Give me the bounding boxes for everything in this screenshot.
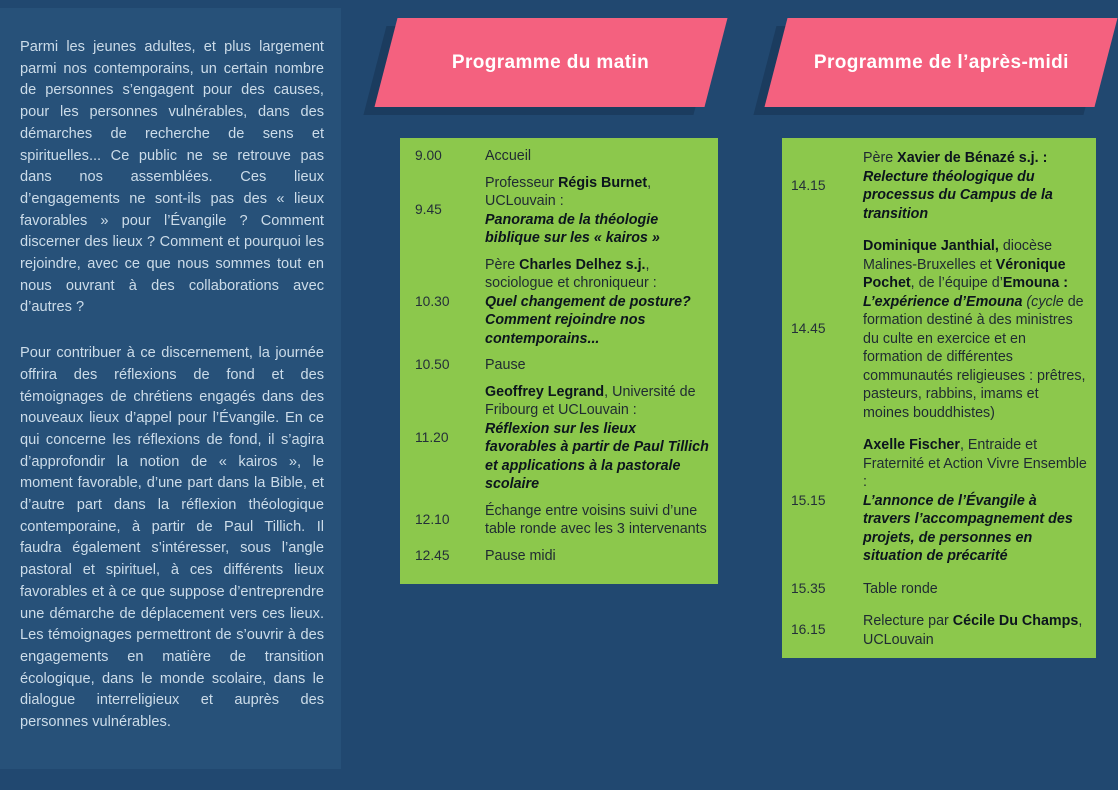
schedule-row [782,605,1096,656]
schedule-description: Relecture par Cécile Du Champs, UCLouvain [863,613,1083,648]
schedule-time: 15.35 [791,580,826,596]
schedule-row [400,543,718,570]
schedule-time: 16.15 [791,622,826,638]
schedule-row [400,352,718,379]
schedule-time: 9.00 [415,148,442,163]
afternoon-schedule [782,138,1096,658]
schedule-description: Père Xavier de Bénazé s.j. : Relecture théologique du processus du Campus de la transition [863,150,1053,222]
morning-banner-title: Programme du matin [452,51,650,73]
morning-schedule [400,138,718,584]
afternoon-banner [764,18,1117,107]
intro-paragraph-2: Pour contribuer à ce discernement, la journée offrira des réflexions de fond et des témoignages de chrétiens engagés dans des nouveaux lieux d’appel pour l’Évangile. En ce qui concerne les réflexions de fond, il s’agira d’approfondir la notion de « kairos », le moment favorable, d’une part dans la Bible, et d’autre part dans la réflexion théologique contemporaine, à partir de Paul Tillich. Il faudra également s’intéresser, sous l’angle pastoral et spirituel, à ces différents lieux favorables et à ce que suppose d’entreprendre une démarche de déplacement vers ces lieux. Les témoignages permettront de s’ouvrir à des engagements en matière de transition écologique, dans le monde scolaire, dans le dialogue interreligieux et auprès des personnes vulnérables. [20,345,324,731]
schedule-time: 9.45 [415,202,442,218]
schedule-row [400,252,718,353]
intro-panel [0,8,341,769]
schedule-description: Accueil [485,148,532,164]
schedule-row [782,573,1096,606]
schedule-time: 12.45 [415,547,450,563]
schedule-description: Échange entre voisins suivi d’une table ronde avec les 3 intervenants [485,502,707,537]
schedule-row [782,429,1096,573]
schedule-time: 10.50 [415,357,450,372]
schedule-row [400,143,718,170]
schedule-description: Pause midi [485,547,556,564]
morning-banner [374,18,727,107]
schedule-description: Dominique Janthial, diocèse Malines-Bruxelles et Véronique Pochet, de l’équipe d’Emouna : L’expérience d’Emouna (cycle de formation destiné à des ministres du culte en exercice et en formation de différentes communautés religieuses : prêtres, pasteurs, rabbins, imams et moines bouddhistes) [863,238,1086,421]
schedule-row [400,498,718,543]
schedule-description: Axelle Fischer, Entraide et Fraternité et Action Vivre Ensemble : L’annonce de l’Évangile à travers l’accompagnement des projets, de personnes en situation de précarité [863,437,1087,564]
afternoon-banner-title: Programme de l’après-midi [813,51,1069,73]
schedule-time: 15.15 [791,492,826,508]
schedule-time: 14.15 [791,177,826,193]
schedule-description: Père Charles Delhez s.j., sociologue et chroniqueur : Quel changement de posture? Comment rejoindre nos contemporains... [485,256,691,347]
schedule-time: 12.10 [415,511,450,527]
schedule-row [400,170,718,252]
schedule-description: Pause [485,357,526,373]
schedule-description: Geoffrey Legrand, Université de Fribourg et UCLouvain : Réflexion sur les lieux favorables à partir de Paul Tillich et applications à la pastorale scolaire [485,383,709,492]
intro-paragraph-1: Parmi les jeunes adultes, et plus largement parmi nos contemporains, un certain nombre de personnes s’engagent pour des causes, pour les personnes vulnérables, dans des démarches de recherche de sens et spirituelles... Ce public ne se retrouve pas dans nos assemblées. Ces lieux d’engagements ne sont-ils pas des « lieux favorables » pour l’Évangile ? Comment discerner des lieux ? Comment et pourquoi les rejoindre, avec ce que nous sommes tout en nous ouvrant à des collaborations avec d’autres ? [20,39,324,316]
schedule-row [400,379,718,498]
schedule-row [782,230,1096,429]
schedule-time: 11.20 [415,429,449,445]
schedule-row [782,142,1096,230]
schedule-time: 14.45 [791,321,826,337]
schedule-description: Table ronde [863,580,938,597]
schedule-time: 10.30 [415,293,450,309]
schedule-description: Professeur Régis Burnet, UCLouvain : Panorama de la théologie biblique sur les « kairos » [485,174,660,246]
